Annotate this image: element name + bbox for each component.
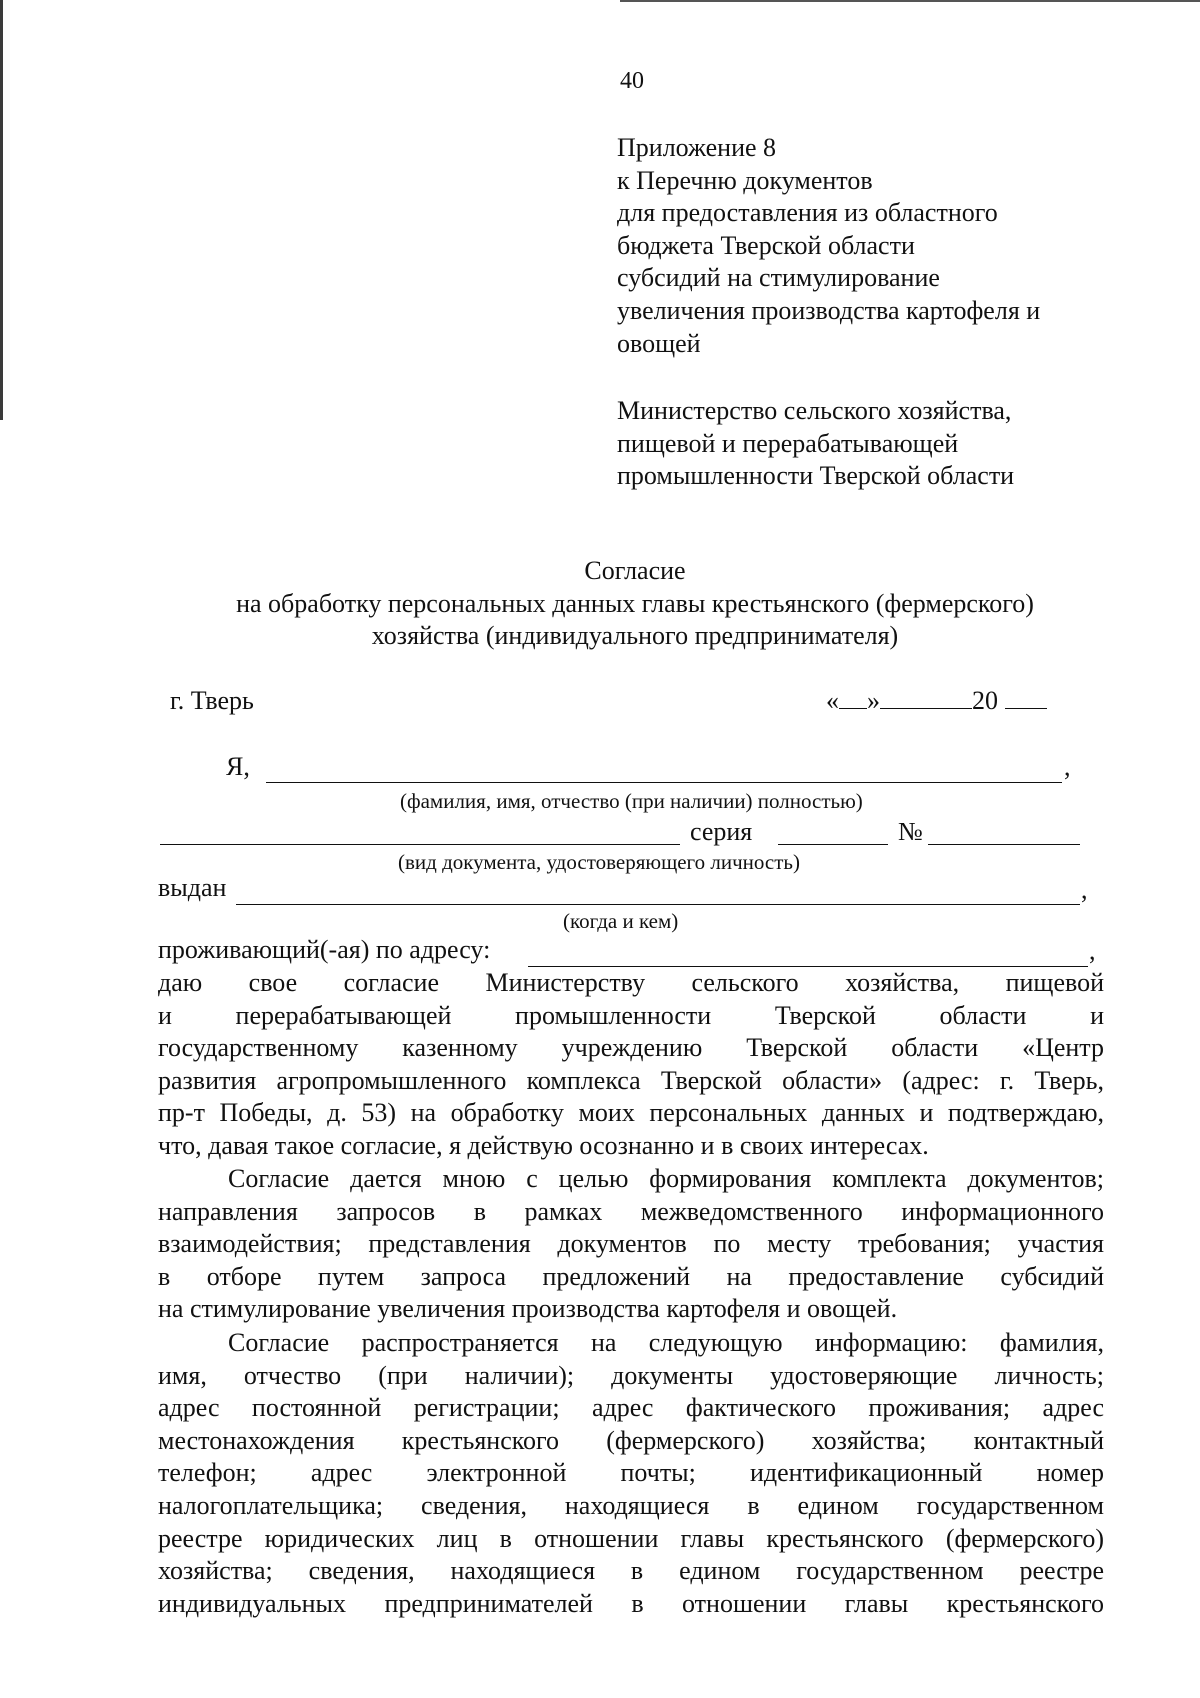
title-line: на обработку персональных данных главы крестьянского (фермерского) <box>236 588 1034 618</box>
appendix-line: субсидий на стимулирование <box>617 263 940 293</box>
paragraph-line: пр-т Победы, д. 53) на обработку моих персональных данных и подтверждаю, <box>158 1098 1104 1128</box>
paragraph-line: Согласие распространяется на следующую информацию: фамилия, <box>228 1328 1104 1357</box>
date-open-quote: « <box>826 686 839 715</box>
title-line: хозяйства (индивидуального предпринимателя) <box>371 621 899 651</box>
issued-label: выдан <box>158 873 227 902</box>
month-blank <box>880 686 972 709</box>
address-blank <box>528 940 1088 967</box>
address-label: проживающий(-ая) по адресу: <box>158 935 491 964</box>
series-label: серия <box>690 817 753 846</box>
year-blank <box>1005 686 1047 709</box>
paragraph-line: налогоплательщика; сведения, находящиеся в едином государственном <box>158 1490 1104 1520</box>
consent-paragraph-1 <box>158 967 1104 1163</box>
paragraph-line: индивидуальных предпринимателей в отношении главы крестьянского <box>158 1588 1104 1618</box>
i-label: Я, <box>226 752 250 781</box>
consent-paragraph-3 <box>158 1327 1104 1620</box>
name-comma: , <box>1064 752 1071 781</box>
appendix-line: к Перечню документов <box>617 165 873 195</box>
paragraph-line: Согласие дается мною с целью формирования комплекта документов; <box>228 1164 1104 1193</box>
addressee-block <box>617 395 1014 493</box>
issued-hint: (когда и кем) <box>563 909 679 933</box>
paragraph-line: местонахождения крестьянского (фермерского) хозяйства; контактный <box>158 1425 1104 1455</box>
number-label: № <box>898 817 923 846</box>
consent-paragraph-2 <box>158 1163 1104 1326</box>
issued-blank <box>236 878 1080 905</box>
appendix-line: овощей <box>617 328 701 358</box>
paragraph-line: что, давая такое согласие, я действую осознанно и в своих интересах. <box>158 1130 929 1160</box>
document-hint: (вид документа, удостоверяющего личность) <box>398 850 801 874</box>
scan-edge-left <box>0 0 3 420</box>
address-comma: , <box>1089 936 1096 965</box>
appendix-header <box>617 132 1040 360</box>
paragraph-line: на стимулирование увеличения производства картофеля и овощей. <box>158 1294 898 1324</box>
name-hint: (фамилия, имя, отчество (при наличии) полностью) <box>400 789 863 813</box>
date-field <box>826 686 1076 716</box>
scan-edge-top <box>620 0 1200 2</box>
date-close-quote: » <box>867 686 880 715</box>
paragraph-line: взаимодействия; представления документов по месту требования; участия <box>158 1229 1104 1259</box>
appendix-line: бюджета Тверской области <box>617 230 915 260</box>
paragraph-line: телефон; адрес электронной почты; идентификационный номер <box>158 1458 1104 1488</box>
full-name-blank <box>266 756 1062 783</box>
paragraph-line: даю свое согласие Министерству сельского хозяйства, пищевой <box>158 968 1104 997</box>
appendix-line: для предоставления из областного <box>617 198 998 228</box>
addressee-line: пищевой и перерабатывающей <box>617 428 959 458</box>
paragraph-line: реестре юридических лиц в отношении главы крестьянского (фермерского) <box>158 1523 1104 1553</box>
paragraph-line: направления запросов в рамках межведомственного информационного <box>158 1196 1104 1226</box>
paragraph-line: и перерабатывающей промышленности Тверской области и <box>158 1000 1104 1030</box>
paragraph-line: государственному казенному учреждению Тверской области «Центр <box>158 1033 1104 1063</box>
title-heading: Согласие <box>584 556 686 585</box>
paragraph-line: развития агропромышленного комплекса Тверской области» (адрес: г. Тверь, <box>158 1065 1104 1095</box>
city-label: г. Тверь <box>170 686 254 715</box>
document-title <box>0 555 1200 653</box>
addressee-line: промышленности Тверской области <box>617 461 1015 491</box>
addressee-line: Министерство сельского хозяйства, <box>617 396 1012 425</box>
number-blank <box>928 818 1080 845</box>
year-prefix: 20 <box>972 686 998 715</box>
series-blank <box>778 818 888 845</box>
page-number: 40 <box>620 68 644 94</box>
appendix-line: Приложение 8 <box>617 133 777 162</box>
day-blank <box>839 686 867 709</box>
document-type-blank <box>160 818 680 845</box>
paragraph-line: в отборе путем запроса предложений на предоставление субсидий <box>158 1261 1104 1291</box>
appendix-line: увеличения производства картофеля и <box>617 295 1041 325</box>
paragraph-line: хозяйства; сведения, находящиеся в едином государственном реестре <box>158 1556 1104 1586</box>
paragraph-line: имя, отчество (при наличии); документы удостоверяющие личность; <box>158 1360 1104 1390</box>
paragraph-line: адрес постоянной регистрации; адрес фактического проживания; адрес <box>158 1393 1104 1423</box>
issued-comma: , <box>1081 875 1088 904</box>
